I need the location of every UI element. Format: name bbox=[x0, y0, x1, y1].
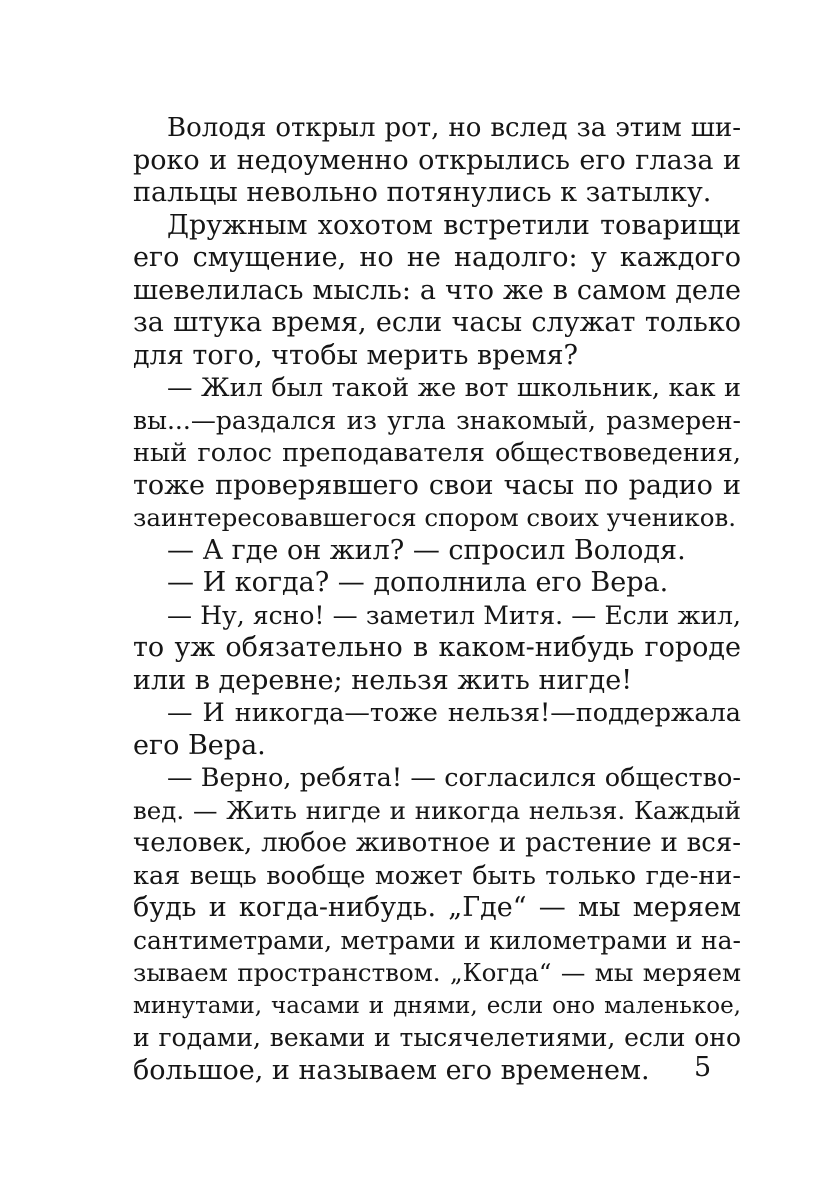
text-line: то уж обязательно в каком-нибудь городе bbox=[133, 632, 741, 663]
text-line: человек, любое животное и растение и вся- bbox=[133, 828, 741, 858]
text-line: — Ну, ясно! — заметил Митя. — Если жил, bbox=[167, 600, 741, 630]
text-line: за штука время, если часы служат только bbox=[133, 307, 741, 338]
text-line: — Жил был такой же вот школьник, как и bbox=[167, 373, 741, 403]
text-line: — И никогда—тоже нельзя!—поддержала bbox=[167, 698, 741, 728]
text-line: кая вещь вообще может быть только где-ни- bbox=[133, 860, 741, 891]
text-line: — И когда? — дополнила его Вера. bbox=[167, 567, 669, 598]
text-line: минутами, часами и днями, если оно маленькое, bbox=[133, 992, 741, 1019]
text-line: роко и недоуменно открылись его глаза и bbox=[133, 144, 741, 176]
text-line: зываем пространством. „Когда“ — мы меряем bbox=[133, 958, 741, 987]
text-line: пальцы невольно потянулись к затылку. bbox=[133, 177, 712, 208]
text-line: заинтересовавшегося спором своих учеников. bbox=[133, 503, 737, 532]
text-line: Володя открыл рот, но вслед за этим ши- bbox=[167, 113, 741, 143]
text-line: тоже проверявшего свои часы по радио и bbox=[133, 469, 741, 501]
text-line: его смущение, но не надолго: у каждого bbox=[133, 242, 741, 273]
text-line: большое, и называем его временем. bbox=[133, 1054, 650, 1086]
page-number: 5 bbox=[694, 1052, 712, 1083]
text-line: — Верно, ребята! — согласился общество- bbox=[167, 763, 741, 793]
text-line: вы...—раздался из угла знакомый, размерен- bbox=[133, 405, 741, 435]
text-line: и годами, веками и тысячелетиями, если оно bbox=[133, 1023, 741, 1052]
text-line: для того, чтобы мерить время? bbox=[133, 339, 578, 371]
body-text bbox=[133, 112, 741, 1087]
text-line: сантиметрами, метрами и километрами и на- bbox=[133, 925, 741, 955]
text-line: ный голос преподавателя обществоведения, bbox=[133, 438, 741, 468]
text-line: — А где он жил? — спросил Володя. bbox=[167, 534, 686, 566]
text-line: шевелилась мысль: а что же в самом деле bbox=[133, 274, 741, 306]
text-line: Дружным хохотом встретили товарищи bbox=[167, 209, 741, 241]
text-line: вед. — Жить нигде и никогда нельзя. Каждый bbox=[133, 795, 741, 825]
text-line: или в деревне; нельзя жить нигде! bbox=[133, 664, 633, 696]
text-line: будь и когда-нибудь. „Где“ — мы меряем bbox=[133, 892, 741, 923]
text-line: его Вера. bbox=[133, 729, 266, 761]
